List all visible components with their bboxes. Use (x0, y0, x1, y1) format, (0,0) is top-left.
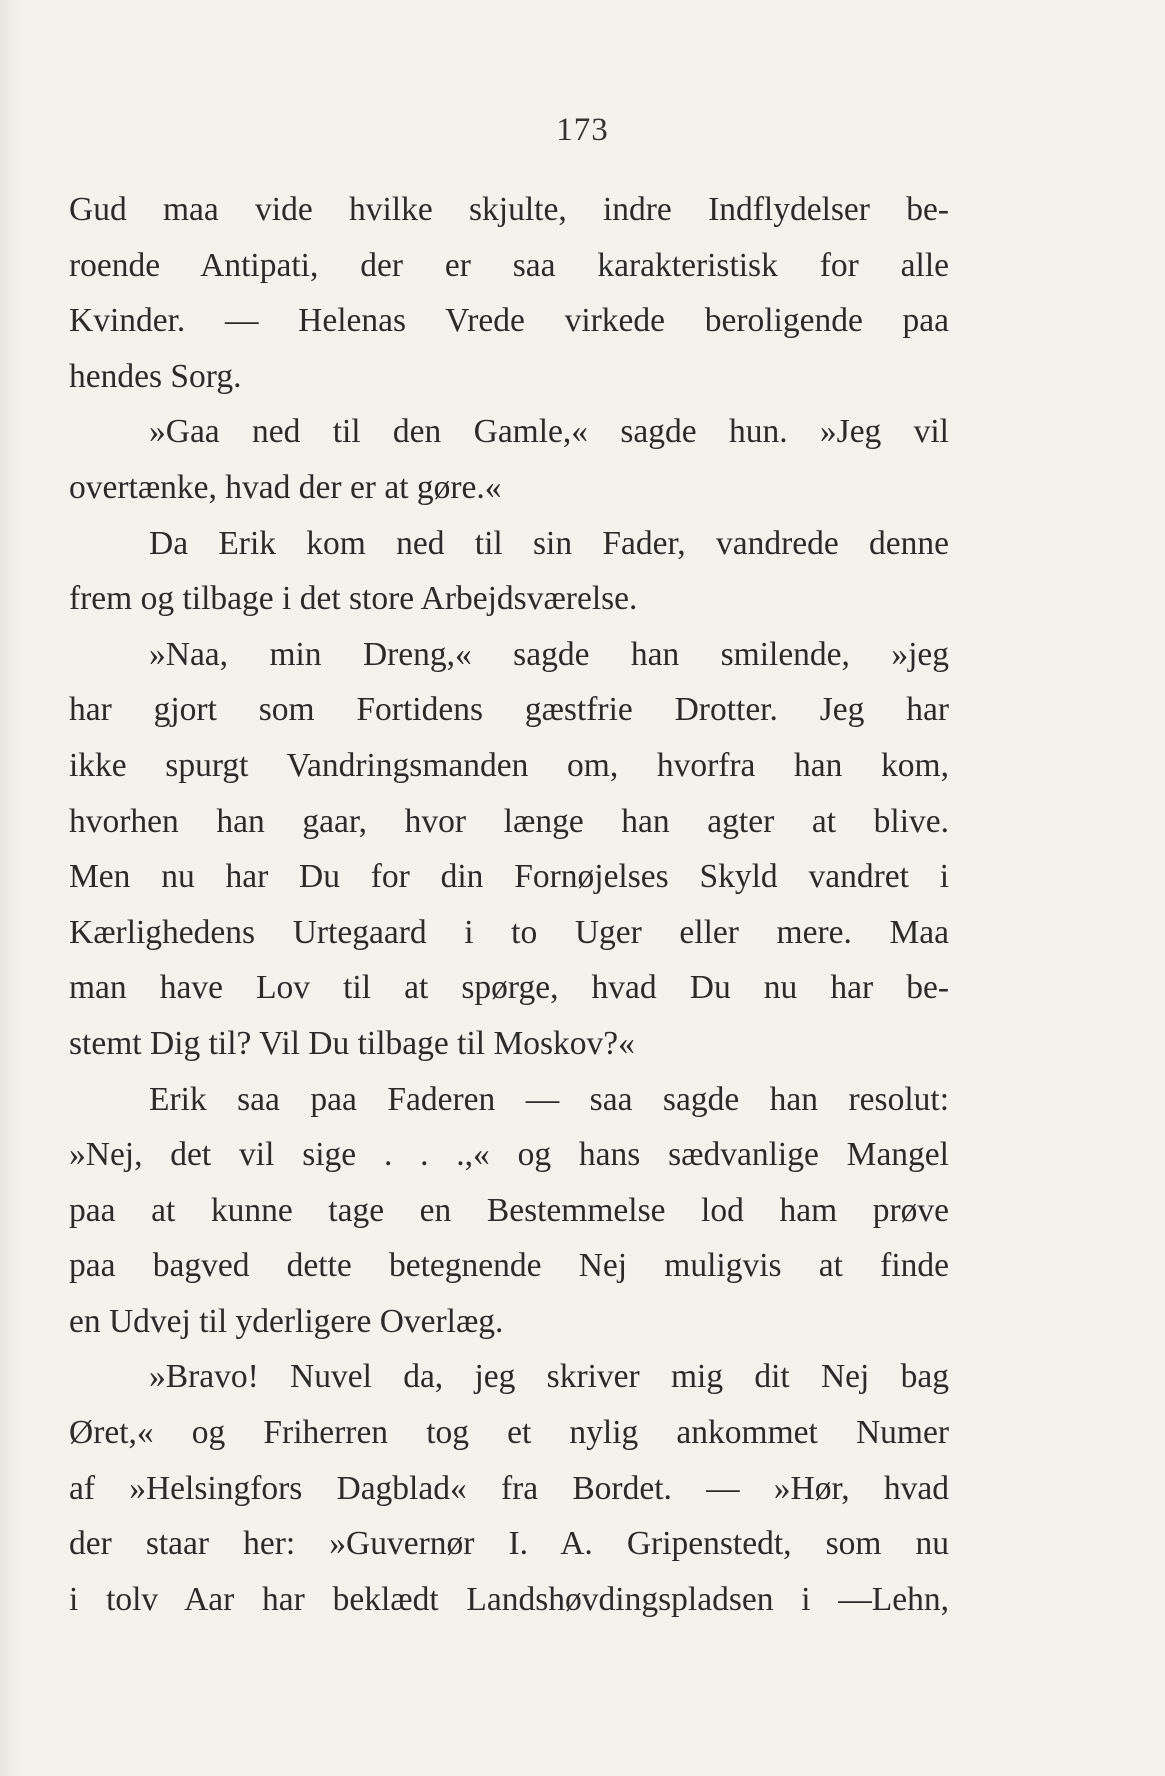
text-line: stemt Dig til? Vil Du tilbage til Moskov?« (69, 1024, 635, 1062)
text-line: »Gaa ned til den Gamle,« sagde hun. »Jeg vil (149, 413, 949, 451)
text-line: Øret,« og Friherren tog et nylig ankommet Numer (69, 1414, 949, 1452)
text-line: Kærlighedens Urtegaard i to Uger eller mere. Maa (69, 913, 949, 951)
text-line: paa bagved dette betegnende Nej muligvis at finde (69, 1247, 949, 1285)
text-line: paa at kunne tage en Bestemmelse lod ham prøve (69, 1191, 949, 1229)
text-line: man have Lov til at spørge, hvad Du nu har be- (69, 969, 949, 1007)
text-line: Da Erik kom ned til sin Fader, vandrede denne (149, 524, 949, 562)
text-line: hvorhen han gaar, hvor længe han agter at blive. (69, 802, 949, 840)
text-line: har gjort som Fortidens gæstfrie Drotter. Jeg har (69, 691, 949, 729)
text-line: roende Antipati, der er saa karakteristisk for alle (69, 246, 949, 284)
text-line: »Nej, det vil sige . . .,« og hans sædvanlige Mangel (69, 1136, 949, 1174)
text-line: hendes Sorg. (69, 357, 242, 395)
text-line: der staar her: »Guvernør I. A. Gripenstedt, som nu (69, 1525, 949, 1563)
text-line: Kvinder. — Helenas Vrede virkede beroligende paa (69, 302, 949, 340)
text-line: overtænke, hvad der er at gøre.« (69, 468, 502, 506)
text-line: af »Helsingfors Dagblad« fra Bordet. — »Hør, hvad (69, 1469, 949, 1507)
page-number: 173 (556, 112, 609, 148)
text-line: »Bravo! Nuvel da, jeg skriver mig dit Nej bag (149, 1358, 949, 1396)
text-line: Gud maa vide hvilke skjulte, indre Indflydelser be- (69, 191, 949, 228)
text-line: »Naa, min Dreng,« sagde han smilende, »jeg (149, 635, 949, 673)
text-line: ikke spurgt Vandringsmanden om, hvorfra han kom, (69, 746, 949, 784)
text-line: Erik saa paa Faderen — saa sagde han resolut: (149, 1080, 949, 1118)
text-line: frem og tilbage i det store Arbejdsværelse. (69, 580, 638, 618)
text-line: en Udvej til yderligere Overlæg. (69, 1302, 504, 1340)
text-line: i tolv Aar har beklædt Landshøvdingspladsen i —Lehn, (69, 1580, 949, 1618)
body-text (69, 182, 949, 1627)
text-line: Men nu har Du for din Fornøjelses Skyld vandret i (69, 858, 949, 896)
